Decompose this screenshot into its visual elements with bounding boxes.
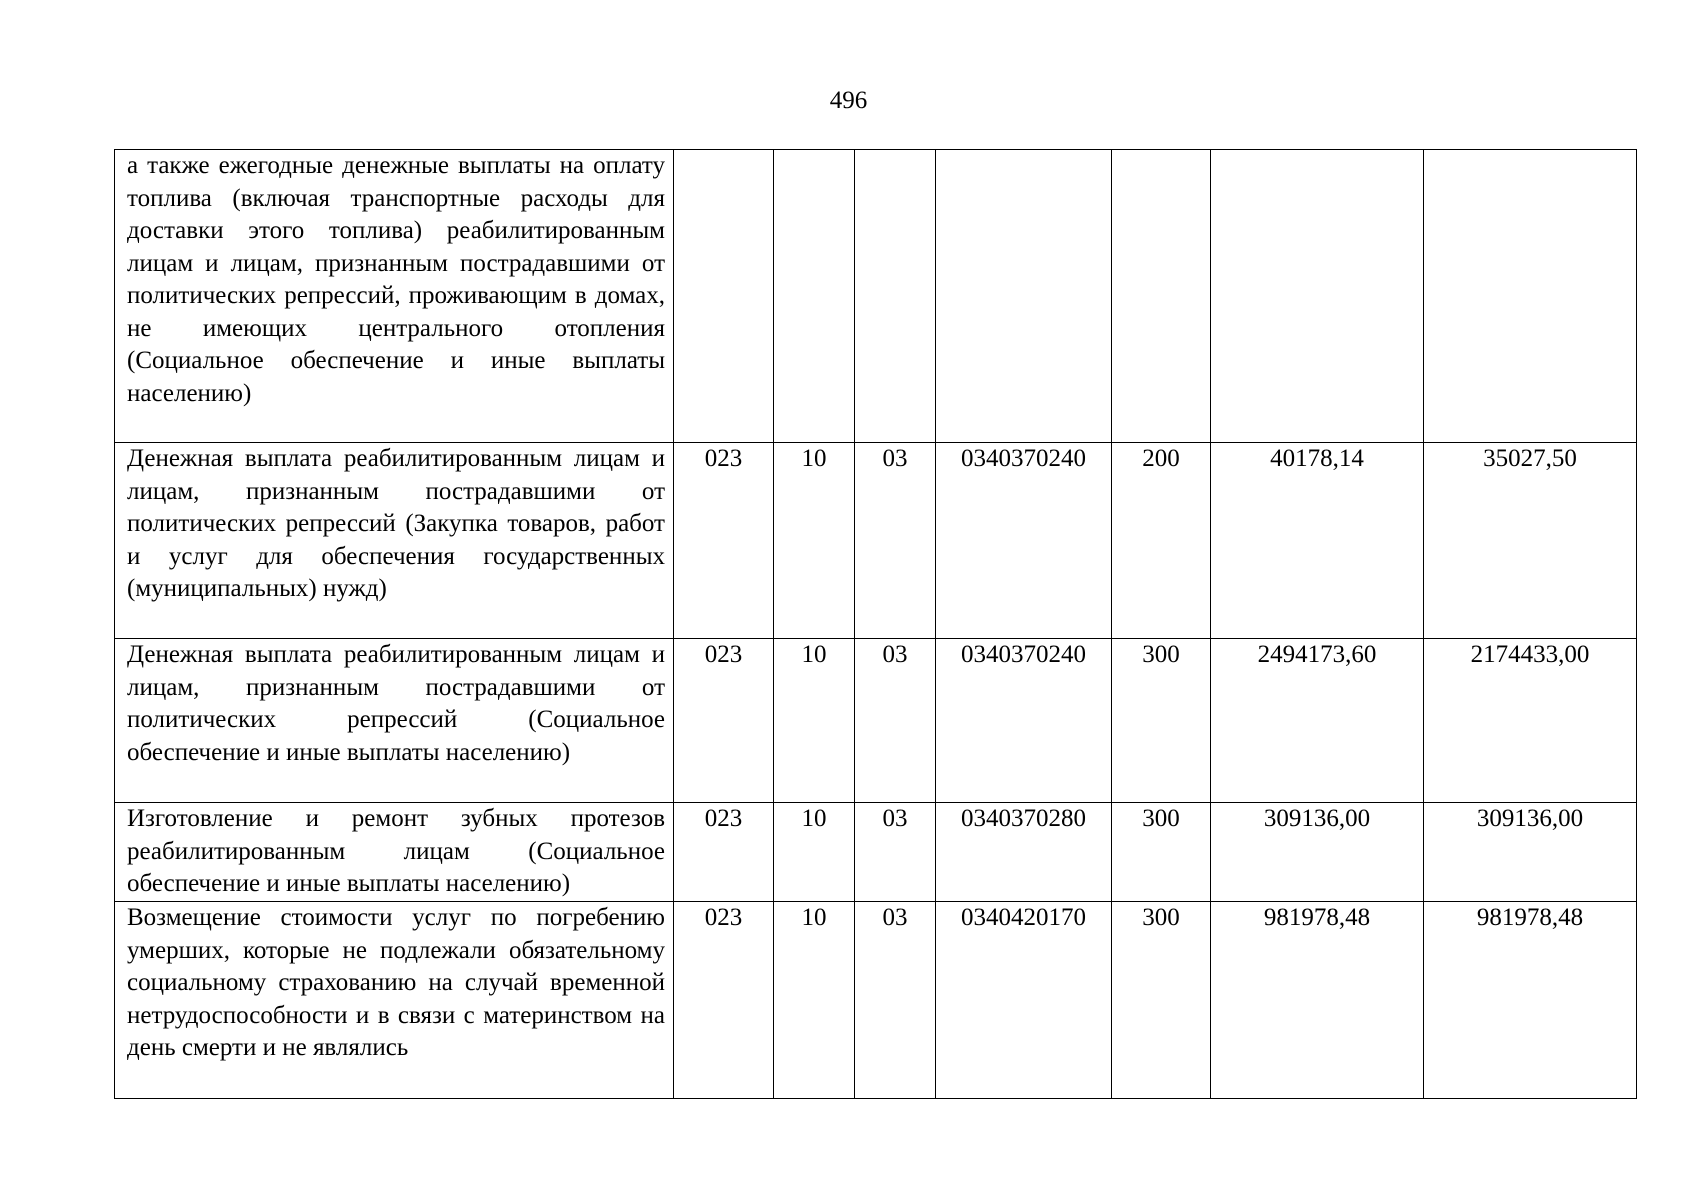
target-article-code: 0340370240 xyxy=(936,639,1112,803)
expense-type-code xyxy=(1112,150,1211,443)
amount-second: 981978,48 xyxy=(1424,902,1637,1099)
subsection-code: 03 xyxy=(855,639,936,803)
table-row xyxy=(115,803,1637,902)
amount-first xyxy=(1211,150,1424,443)
subsection-code: 03 xyxy=(855,443,936,639)
table-row xyxy=(115,902,1637,1099)
grbs-code: 023 xyxy=(674,902,774,1099)
grbs-code: 023 xyxy=(674,803,774,902)
expense-type-code: 300 xyxy=(1112,902,1211,1099)
grbs-code: 023 xyxy=(674,639,774,803)
section-code: 10 xyxy=(774,639,855,803)
row-description: Возмещение стоимости услуг по погребению умерших, которые не подлежали обязательному социальному страхованию на случай временной нетрудоспособности и в связи с материнством на день смерти и не являлись xyxy=(115,902,674,1099)
amount-first: 40178,14 xyxy=(1211,443,1424,639)
row-description: Денежная выплата реабилитированным лицам и лицам, признанным пострадавшими от политических репрессий (Закупка товаров, работ и услуг для обеспечения государственных (муниципальных) нужд) xyxy=(115,443,674,639)
expense-type-code: 300 xyxy=(1112,803,1211,902)
amount-first: 309136,00 xyxy=(1211,803,1424,902)
row-description: Денежная выплата реабилитированным лицам и лицам, признанным пострадавшими от политических репрессий (Социальное обеспечение и иные выплаты населению) xyxy=(115,639,674,803)
subsection-code xyxy=(855,150,936,443)
expense-type-code: 300 xyxy=(1112,639,1211,803)
table-row xyxy=(115,443,1637,639)
grbs-code: 023 xyxy=(674,443,774,639)
target-article-code: 0340370240 xyxy=(936,443,1112,639)
amount-second: 35027,50 xyxy=(1424,443,1637,639)
budget-table xyxy=(114,149,1637,1099)
section-code: 10 xyxy=(774,443,855,639)
target-article-code: 0340370280 xyxy=(936,803,1112,902)
table-row xyxy=(115,150,1637,443)
table-row xyxy=(115,639,1637,803)
subsection-code: 03 xyxy=(855,902,936,1099)
amount-second: 309136,00 xyxy=(1424,803,1637,902)
target-article-code xyxy=(936,150,1112,443)
amount-first: 981978,48 xyxy=(1211,902,1424,1099)
grbs-code xyxy=(674,150,774,443)
amount-second: 2174433,00 xyxy=(1424,639,1637,803)
expense-type-code: 200 xyxy=(1112,443,1211,639)
section-code xyxy=(774,150,855,443)
row-description: Изготовление и ремонт зубных протезов реабилитированным лицам (Социальное обеспечение и иные выплаты населению) xyxy=(115,803,674,902)
subsection-code: 03 xyxy=(855,803,936,902)
row-description: а также ежегодные денежные выплаты на оплату топлива (включая транспортные расходы для доставки этого топлива) реабилитированным лицам и лицам, признанным пострадавшими от политических репрессий, проживающим в домах, не имеющих центрального отопления (Социальное обеспечение и иные выплаты населению) xyxy=(115,150,674,443)
section-code: 10 xyxy=(774,902,855,1099)
page-number: 496 xyxy=(829,87,868,114)
section-code: 10 xyxy=(774,803,855,902)
target-article-code: 0340420170 xyxy=(936,902,1112,1099)
amount-first: 2494173,60 xyxy=(1211,639,1424,803)
amount-second xyxy=(1424,150,1637,443)
